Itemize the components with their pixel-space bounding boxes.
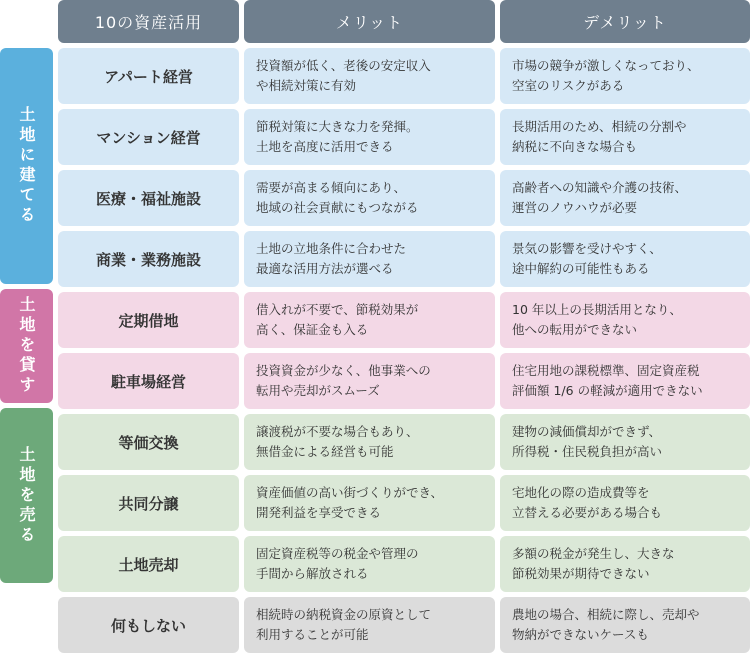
demerit-text: 宅地化の際の造成費等を 立替える必要がある場合も [500,475,750,531]
merit-text: 土地の立地条件に合わせた 最適な活用方法が選べる [244,231,495,287]
group-lend-label: 土地を貸す [0,289,53,403]
asset-name: 土地売却 [58,536,239,592]
demerit-text: 10 年以上の長期活用となり、 他への転用ができない [500,292,750,348]
header-merit: メリット [244,0,495,43]
merit-text: 譲渡税が不要な場合もあり、 無借金による経営も可能 [244,414,495,470]
merit-text: 需要が高まる傾向にあり、 地域の社会貢献にもつながる [244,170,495,226]
header-assets: 10の資産活用 [58,0,239,43]
merit-text: 投資資金が少なく、他事業への 転用や売却がスムーズ [244,353,495,409]
demerit-text: 建物の減価償却ができず、 所得税・住民税負担が高い [500,414,750,470]
asset-name: 定期借地 [58,292,239,348]
asset-name: 商業・業務施設 [58,231,239,287]
header-demerit: デメリット [500,0,750,43]
merit-text: 節税対策に大きな力を発揮。 土地を高度に活用できる [244,109,495,165]
demerit-text: 市場の競争が激しくなっており、 空室のリスクがある [500,48,750,104]
asset-name: マンション経営 [58,109,239,165]
merit-text: 投資額が低く、老後の安定収入 や相続対策に有効 [244,48,495,104]
demerit-text: 農地の場合、相続に際し、売却や 物納ができないケースも [500,597,750,653]
asset-name: アパート経営 [58,48,239,104]
group-sell-label: 土地を売る [0,408,53,583]
merit-text: 借入れが不要で、節税効果が 高く、保証金も入る [244,292,495,348]
asset-name: 等価交換 [58,414,239,470]
demerit-text: 長期活用のため、相続の分割や 納税に不向きな場合も [500,109,750,165]
demerit-text: 景気の影響を受けやすく、 途中解約の可能性もある [500,231,750,287]
merit-text: 固定資産税等の税金や管理の 手間から解放される [244,536,495,592]
asset-name: 医療・福祉施設 [58,170,239,226]
asset-name: 駐車場経営 [58,353,239,409]
demerit-text: 住宅用地の課税標準、固定資産税 評価額 1/6 の軽減が適用できない [500,353,750,409]
merit-text: 資産価値の高い街づくりができ、 開発利益を享受できる [244,475,495,531]
asset-name: 何もしない [58,597,239,653]
merit-text: 相続時の納税資金の原資として 利用することが可能 [244,597,495,653]
demerit-text: 高齢者への知識や介護の技術、 運営のノウハウが必要 [500,170,750,226]
demerit-text: 多額の税金が発生し、大きな 節税効果が期待できない [500,536,750,592]
group-build-label: 土地に建てる [0,48,53,284]
asset-name: 共同分譲 [58,475,239,531]
